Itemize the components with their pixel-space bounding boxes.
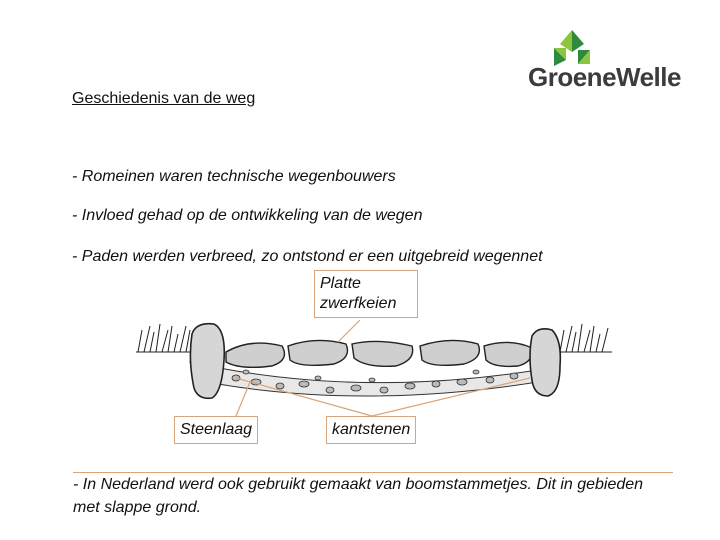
page-title: Geschiedenis van de weg xyxy=(72,90,256,107)
bullet-paden: - Paden werden verbreed, zo ontstond er een uitgebreid wegennet xyxy=(72,248,543,265)
flat-stones xyxy=(226,340,532,367)
bullet-invloed: - Invloed gehad op de ontwikkeling van de wegen xyxy=(72,207,423,224)
label-kantstenen: kantstenen xyxy=(326,416,416,444)
leader-lines xyxy=(236,320,530,416)
footer-note: - In Nederland werd ook gebruikt gemaakt van boomstammetjes. Dit in gebieden met slappe grond. xyxy=(73,472,673,519)
bullet-romeinen: - Romeinen waren technische wegenbouwers xyxy=(72,168,396,185)
logo-wordmark: GroeneWelle xyxy=(528,62,681,92)
curb-stone-left xyxy=(190,324,224,399)
label-steenlaag: Steenlaag xyxy=(174,416,258,444)
curb-stone-right xyxy=(530,329,560,396)
label-platte-zwerfkeien: Platte zwerfkeien xyxy=(314,270,418,318)
grass-left xyxy=(136,324,196,352)
grass-right xyxy=(556,324,612,352)
